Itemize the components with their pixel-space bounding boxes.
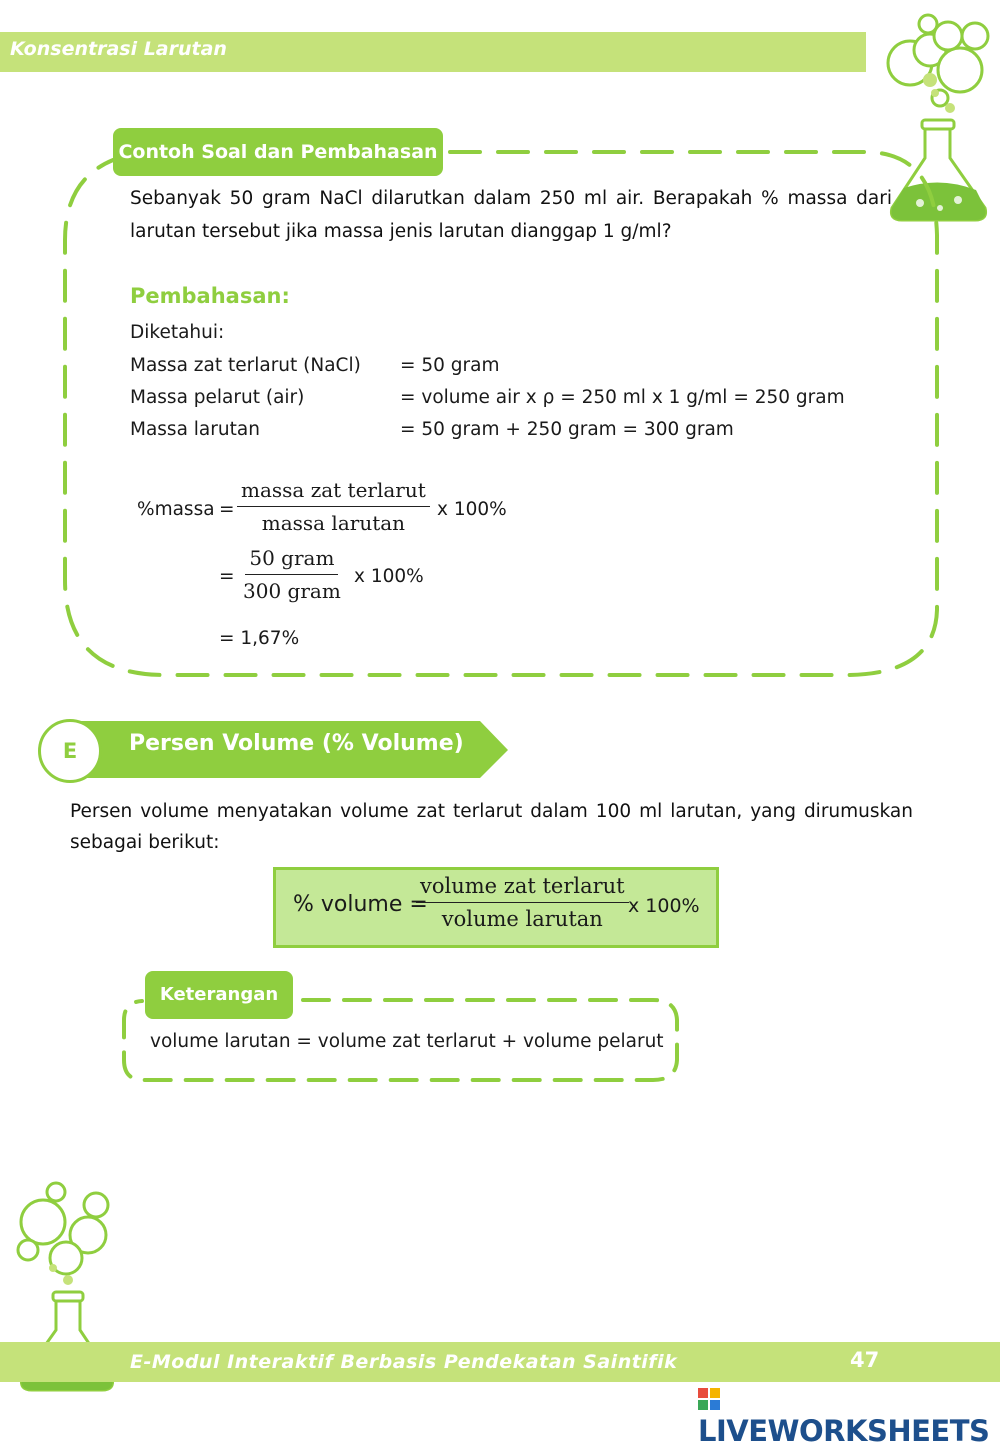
section-title: Persen Volume (% Volume) — [129, 731, 464, 756]
discussion-heading: Pembahasan: — [130, 284, 290, 308]
liveworksheets-logo-icon — [698, 1388, 720, 1410]
known-label-solute: Massa zat terlarut (NaCl) — [130, 355, 361, 376]
formula-numerator: volume zat terlarut — [416, 874, 629, 903]
calc-fraction-1-denominator: massa larutan — [261, 511, 406, 535]
section-letter: E — [62, 739, 78, 763]
section-intro-line-2: sebagai berikut: — [70, 832, 220, 853]
calc-equals-1: = — [219, 499, 235, 520]
calc-fraction-2 — [239, 546, 345, 603]
known-label-solvent: Massa pelarut (air) — [130, 387, 305, 408]
example-pill-label: Contoh Soal dan Pembahasan — [113, 128, 443, 176]
formula-fraction — [416, 874, 629, 931]
known-value-solute: = 50 gram — [400, 355, 500, 376]
header-title: Konsentrasi Larutan — [10, 38, 227, 60]
question-line-1: Sebanyak 50 gram NaCl dilarutkan dalam 250 ml air. Berapakah % massa dari — [130, 188, 892, 209]
liveworksheets-logo[interactable] — [698, 1380, 1000, 1448]
known-value-solution: = 50 gram + 250 gram = 300 gram — [400, 419, 734, 440]
footer-title: E-Modul Interaktif Berbasis Pendekatan Saintifik — [130, 1351, 678, 1373]
formula-times: x 100% — [628, 895, 700, 917]
section-intro-line-1: Persen volume menyatakan volume zat terlarut dalam 100 ml larutan, yang dirumuskan — [70, 801, 913, 822]
note-pill-label: Keterangan — [145, 971, 293, 1019]
smoke-cloud-icon — [21, 1200, 65, 1244]
calc-times-1: x 100% — [437, 499, 507, 520]
note-text: volume larutan = volume zat terlarut + volume pelarut — [150, 1031, 664, 1052]
calc-lhs: %massa — [137, 499, 215, 520]
calc-times-2: x 100% — [354, 566, 424, 587]
formula-lhs: % volume = — [293, 892, 428, 917]
calc-fraction-1 — [237, 478, 430, 535]
liveworksheets-text: LIVEWORKSHEETS — [698, 1414, 990, 1448]
known-value-solvent: = volume air x ρ = 250 ml x 1 g/ml = 250 gram — [400, 387, 845, 408]
known-label: Diketahui: — [130, 322, 225, 343]
question-line-2: larutan tersebut jika massa jenis larutan dianggap 1 g/ml? — [130, 221, 672, 242]
calc-fraction-2-numerator: 50 gram — [245, 546, 338, 575]
calc-result: = 1,67% — [219, 628, 300, 649]
formula-denominator: volume larutan — [441, 907, 603, 931]
page-number: 47 — [850, 1348, 880, 1372]
calc-equals-2: = — [219, 566, 235, 587]
known-label-solution: Massa larutan — [130, 419, 260, 440]
calc-fraction-2-denominator: 300 gram — [243, 579, 341, 603]
calc-fraction-1-numerator: massa zat terlarut — [237, 478, 430, 507]
